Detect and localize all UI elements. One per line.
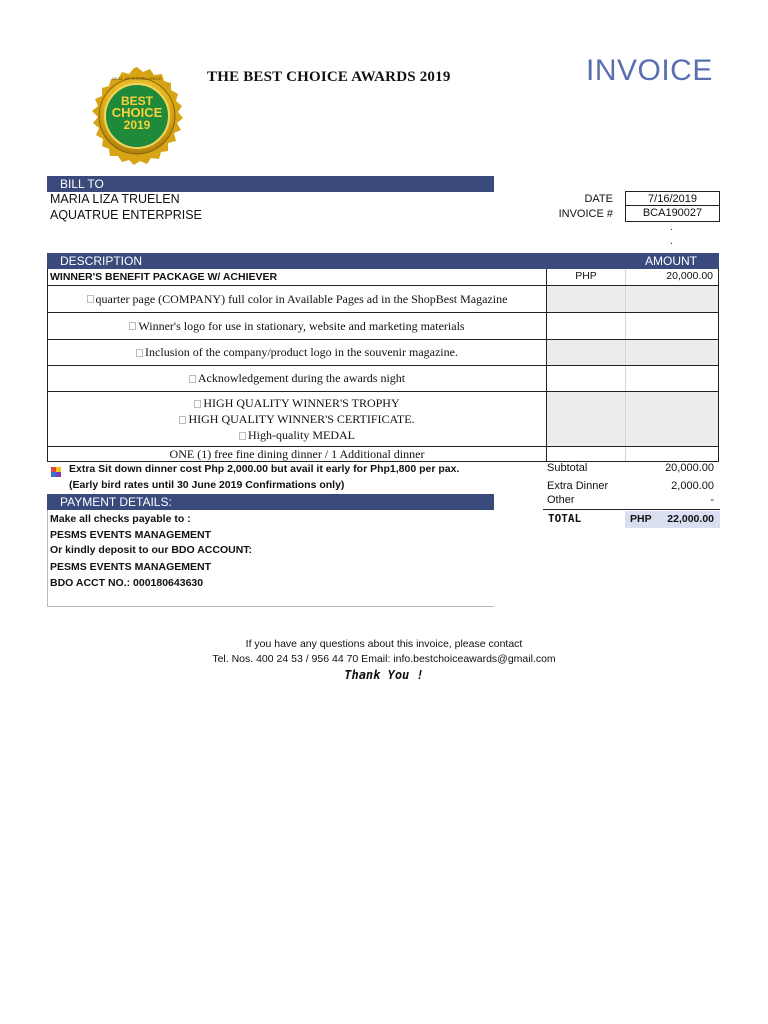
item-text: quarter page (COMPANY) full color in Available Pages ad in the ShopBest Magazine <box>95 291 508 306</box>
invoice-number-value: BCA190027 <box>625 206 720 222</box>
payment-details-header <box>47 494 494 510</box>
item-mid-cell <box>546 392 625 446</box>
event-title: THE BEST CHOICE AWARDS 2019 <box>207 69 451 85</box>
thank-you-text: Thank You ! <box>344 668 424 682</box>
item-mid-cell <box>546 286 625 312</box>
footer-contact-line: If you have any questions about this invoice, please contact <box>245 638 523 650</box>
bill-to-header <box>47 176 494 192</box>
award-trophy: HIGH QUALITY WINNER'S TROPHY <box>203 396 400 410</box>
table-row-awards <box>47 392 719 447</box>
seal-year-text: 2019 <box>123 118 151 132</box>
payment-line-payee: PESMS EVENTS MANAGEMENT <box>50 529 212 541</box>
payment-line-account-name: PESMS EVENTS MANAGEMENT <box>50 561 212 573</box>
payment-details-box <box>47 510 494 607</box>
subtotal-label: Subtotal <box>547 462 588 474</box>
list-item <box>47 340 546 365</box>
item-text: Inclusion of the company/product logo in the souvenir magazine. <box>145 345 458 359</box>
bullet-box-icon <box>136 349 143 357</box>
table-row-dinner <box>47 447 719 462</box>
award-medal: High-quality MEDAL <box>248 428 355 442</box>
bullet-box-icon <box>189 375 196 383</box>
color-palette-icon <box>51 464 61 474</box>
list-item <box>47 313 546 339</box>
bill-to-label: BILL TO <box>60 177 104 191</box>
date-value: 7/16/2019 <box>625 191 720 206</box>
package-amount: 20,000.00 <box>625 269 719 285</box>
seal-choice-text: CHOICE <box>111 105 163 120</box>
item-amount-cell <box>625 340 719 365</box>
payment-details-label: PAYMENT DETAILS: <box>60 495 172 509</box>
item-amount-cell <box>625 392 719 446</box>
awards-list <box>47 392 546 446</box>
table-row <box>47 313 719 340</box>
early-bird-note: (Early bird rates until 30 June 2019 Confirmations only) <box>69 479 345 491</box>
bullet-box-icon <box>194 400 201 408</box>
item-text: Winner's logo for use in stationary, website and marketing materials <box>138 318 465 333</box>
payment-line-checks: Make all checks payable to : <box>50 513 191 525</box>
package-currency: PHP <box>546 269 625 285</box>
invoice-heading: INVOICE <box>586 54 713 87</box>
item-mid-cell <box>546 340 625 365</box>
bullet-box-icon <box>129 322 136 330</box>
other-label: Other <box>547 494 575 506</box>
package-title: WINNER'S BENEFIT PACKAGE W/ ACHIEVER <box>47 269 546 285</box>
item-mid-cell <box>546 313 625 339</box>
customer-company: AQUATRUE ENTERPRISE <box>50 208 202 222</box>
item-text: Acknowledgement during the awards night <box>197 371 406 385</box>
invoice-number-label: INVOICE # <box>558 208 613 220</box>
item-mid-cell <box>546 447 625 461</box>
payment-line-account-number: BDO ACCT NO.: 000180643630 <box>50 577 204 589</box>
seal-ring-text: SEAL OF EXCELLENCE <box>112 76 162 81</box>
meta-dot-1: . <box>670 222 673 233</box>
footer-phone-email: Tel. Nos. 400 24 53 / 956 44 70 Email: info.bestchoiceawards@gmail.com <box>212 653 556 665</box>
item-amount-cell <box>625 286 719 312</box>
total-label: TOTAL <box>548 512 582 525</box>
list-item <box>47 366 546 391</box>
item-amount-cell <box>625 447 719 461</box>
list-item <box>47 286 546 312</box>
table-row-package <box>47 269 719 286</box>
table-row <box>47 340 719 366</box>
award-certificate: HIGH QUALITY WINNER'S CERTIFICATE. <box>188 412 415 426</box>
item-amount-cell <box>625 366 719 391</box>
other-value: - <box>710 494 714 506</box>
table-header <box>47 253 719 269</box>
extra-dinner-value: 2,000.00 <box>671 480 714 492</box>
bullet-box-icon <box>239 432 246 440</box>
table-row <box>47 286 719 313</box>
item-mid-cell <box>546 366 625 391</box>
extra-dinner-label: Extra Dinner <box>547 480 609 492</box>
bullet-box-icon <box>179 416 186 424</box>
subtotal-value: 20,000.00 <box>665 462 714 474</box>
seal-best-text: BEST <box>120 94 153 108</box>
meta-dot-2: . <box>670 236 673 247</box>
item-amount-cell <box>625 313 719 339</box>
table-row <box>47 366 719 392</box>
total-divider <box>543 509 720 510</box>
amount-header: AMOUNT <box>645 254 697 268</box>
best-choice-seal-logo <box>83 67 191 165</box>
payment-line-deposit: Or kindly deposit to our BDO ACCOUNT: <box>50 544 253 556</box>
total-value: 22,000.00 <box>667 513 714 525</box>
total-currency: PHP <box>630 513 652 525</box>
bullet-box-icon <box>87 295 94 303</box>
dinner-line: ONE (1) free fine dining dinner / 1 Additional dinner <box>47 447 546 461</box>
date-label: DATE <box>584 193 613 205</box>
customer-name: MARIA LIZA TRUELEN <box>50 192 180 206</box>
description-header: DESCRIPTION <box>60 254 143 268</box>
extra-dinner-note: Extra Sit down dinner cost Php 2,000.00 but avail it early for Php1,800 per pax. <box>69 463 460 475</box>
